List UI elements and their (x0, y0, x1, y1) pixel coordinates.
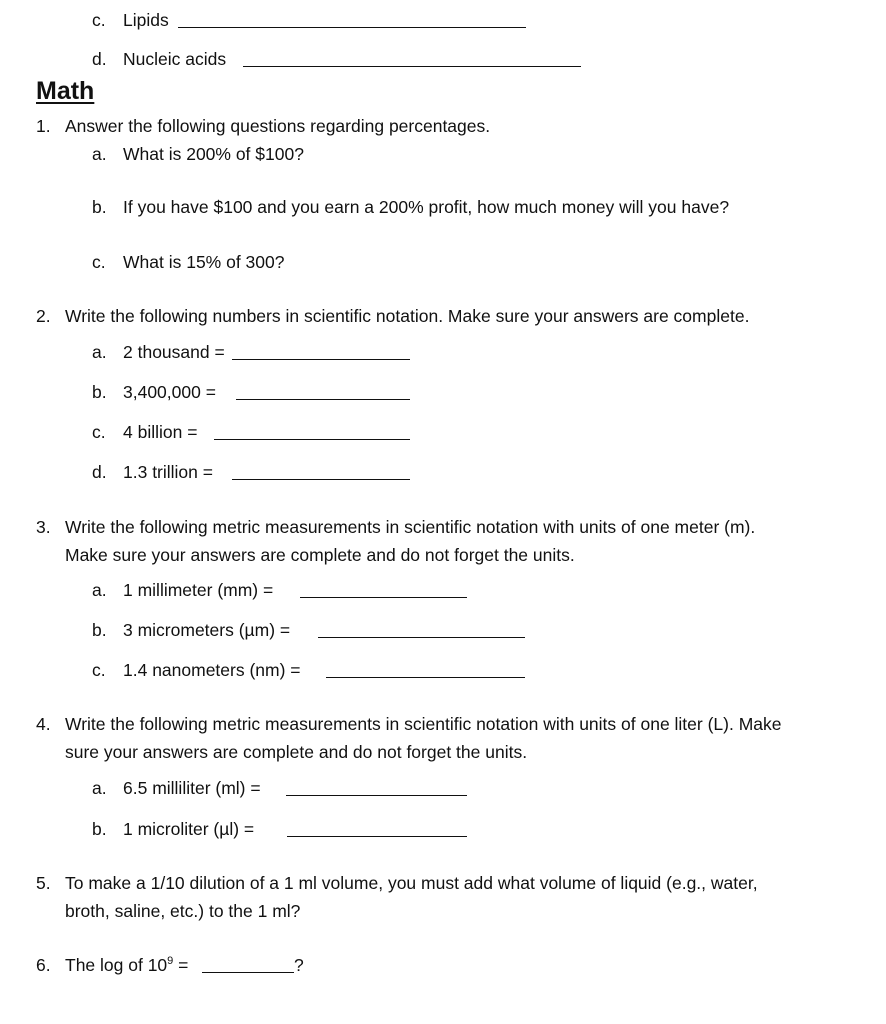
question-number: 1. (36, 116, 51, 136)
item-marker: a. (92, 342, 107, 362)
item-text: 6.5 milliliter (ml) = (123, 778, 261, 798)
item-marker: d. (92, 49, 107, 69)
item-text: 3,400,000 = (123, 382, 216, 402)
answer-blank-2b[interactable] (236, 381, 410, 400)
section-title: Math (36, 77, 95, 105)
answer-blank-3a[interactable] (300, 579, 467, 598)
item-marker: a. (92, 144, 107, 164)
item-text: If you have $100 and you earn a 200% profit, how much money will you have? (123, 197, 730, 217)
question-text-line-2: sure your answers are complete and do not forget the units. (65, 742, 528, 762)
item-text: What is 15% of 300? (123, 252, 285, 272)
item-text: 1 microliter (µl) = (123, 819, 255, 839)
answer-blank-4b[interactable] (287, 818, 467, 837)
answer-blank-nucleic-acids[interactable] (243, 48, 581, 67)
item-text: 3 micrometers (µm) = (123, 620, 291, 640)
item-text: 1 millimeter (mm) = (123, 580, 274, 600)
item-text: 1.4 nanometers (nm) = (123, 660, 301, 680)
answer-blank-2d[interactable] (232, 461, 410, 480)
item-marker: c. (92, 422, 106, 442)
question-suffix: ? (294, 955, 304, 975)
question-text: Answer the following questions regarding percentages. (65, 116, 491, 136)
question-text (65, 954, 188, 976)
item-marker: b. (92, 382, 107, 402)
item-marker: c. (92, 660, 106, 680)
item-marker: d. (92, 462, 107, 482)
answer-blank-2c[interactable] (214, 421, 410, 440)
question-number: 2. (36, 306, 51, 326)
question-text-line-2: Make sure your answers are complete and do not forget the units. (65, 545, 575, 565)
answer-blank-2a[interactable] (232, 341, 410, 360)
item-marker: b. (92, 620, 107, 640)
question-number: 3. (36, 517, 51, 537)
item-text: 1.3 trillion = (123, 462, 213, 482)
item-text: 4 billion = (123, 422, 198, 442)
item-text: What is 200% of $100? (123, 144, 304, 164)
item-text: Nucleic acids (123, 49, 227, 69)
question-number: 6. (36, 955, 51, 975)
item-marker: b. (92, 819, 107, 839)
question-number: 4. (36, 714, 51, 734)
question-text-line-2: broth, saline, etc.) to the 1 ml? (65, 901, 301, 921)
question-text-line-1: Write the following metric measurements in scientific notation with units of one liter (L). Make (65, 714, 782, 734)
item-marker: a. (92, 778, 107, 798)
answer-blank-3b[interactable] (318, 619, 525, 638)
item-marker: b. (92, 197, 107, 217)
question-number: 5. (36, 873, 51, 893)
answer-blank-lipids[interactable] (178, 9, 526, 28)
item-marker: c. (92, 252, 106, 272)
answer-blank-4a[interactable] (286, 777, 467, 796)
equals-sign: = (173, 955, 189, 975)
log-text: The log of 10 (65, 955, 168, 975)
question-text-line-1: To make a 1/10 dilution of a 1 ml volume, you must add what volume of liquid (e.g., water, (65, 873, 758, 893)
question-text: Write the following numbers in scientific notation. Make sure your answers are complete. (65, 306, 750, 326)
exponent: 9 (167, 955, 174, 967)
item-text: Lipids (123, 10, 169, 30)
item-marker: c. (92, 10, 106, 30)
answer-blank-6[interactable] (202, 954, 294, 973)
question-text-line-1: Write the following metric measurements in scientific notation with units of one meter (m). (65, 517, 756, 537)
item-text: 2 thousand = (123, 342, 225, 362)
answer-blank-3c[interactable] (326, 659, 525, 678)
item-marker: a. (92, 580, 107, 600)
